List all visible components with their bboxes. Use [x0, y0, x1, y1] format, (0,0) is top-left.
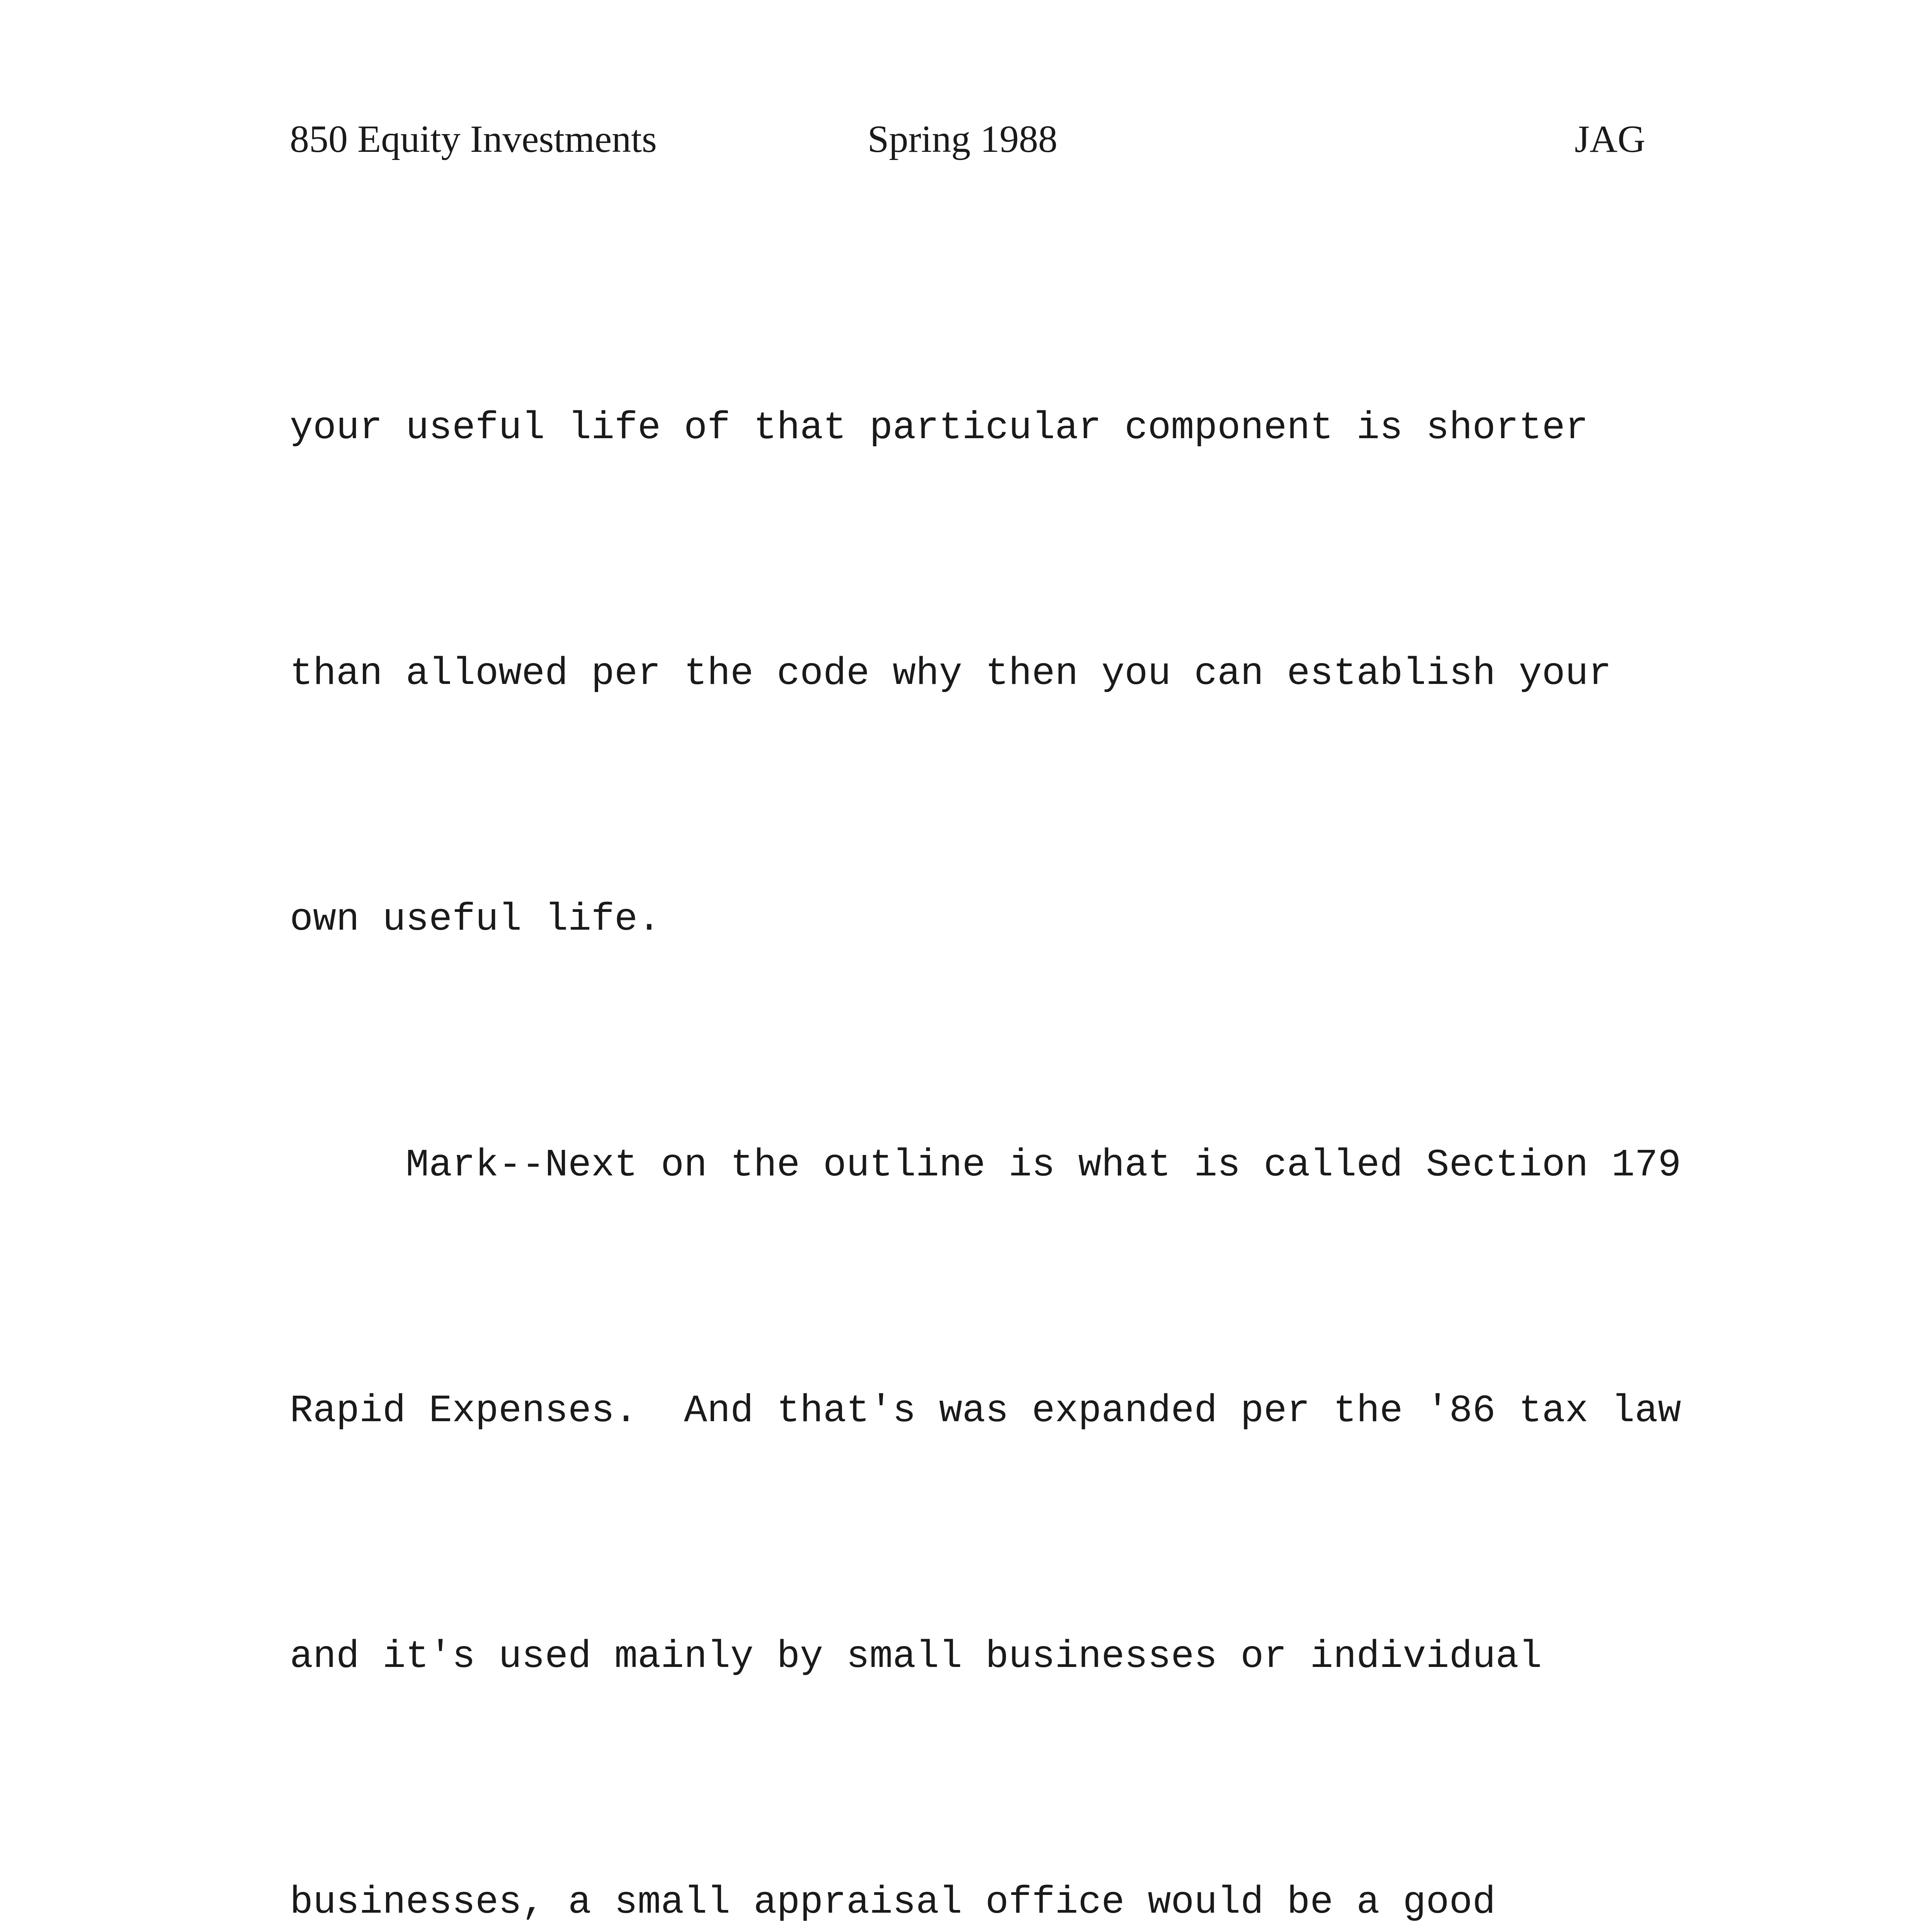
text-line: Rapid Expenses. And that's was expanded per the '86 tax law [290, 1389, 1681, 1433]
text-line: businesses, a small appraisal office would be a good [290, 1881, 1496, 1925]
text-line: than allowed per the code why then you can establish your [290, 652, 1612, 696]
header-course: 850 Equity Investments [290, 117, 657, 160]
text-line: and it's used mainly by small businesses or individual [290, 1635, 1542, 1679]
page-header [0, 112, 1932, 166]
transcript-body [290, 224, 1696, 1932]
text-line: Mark--Next on the outline is what is called Section 179 [290, 1144, 1681, 1187]
header-initials: JAG [1575, 117, 1646, 160]
header-term: Spring 1988 [867, 117, 1058, 160]
text-line: own useful life. [290, 898, 661, 942]
text-line: your useful life of that particular component is shorter [290, 406, 1588, 450]
